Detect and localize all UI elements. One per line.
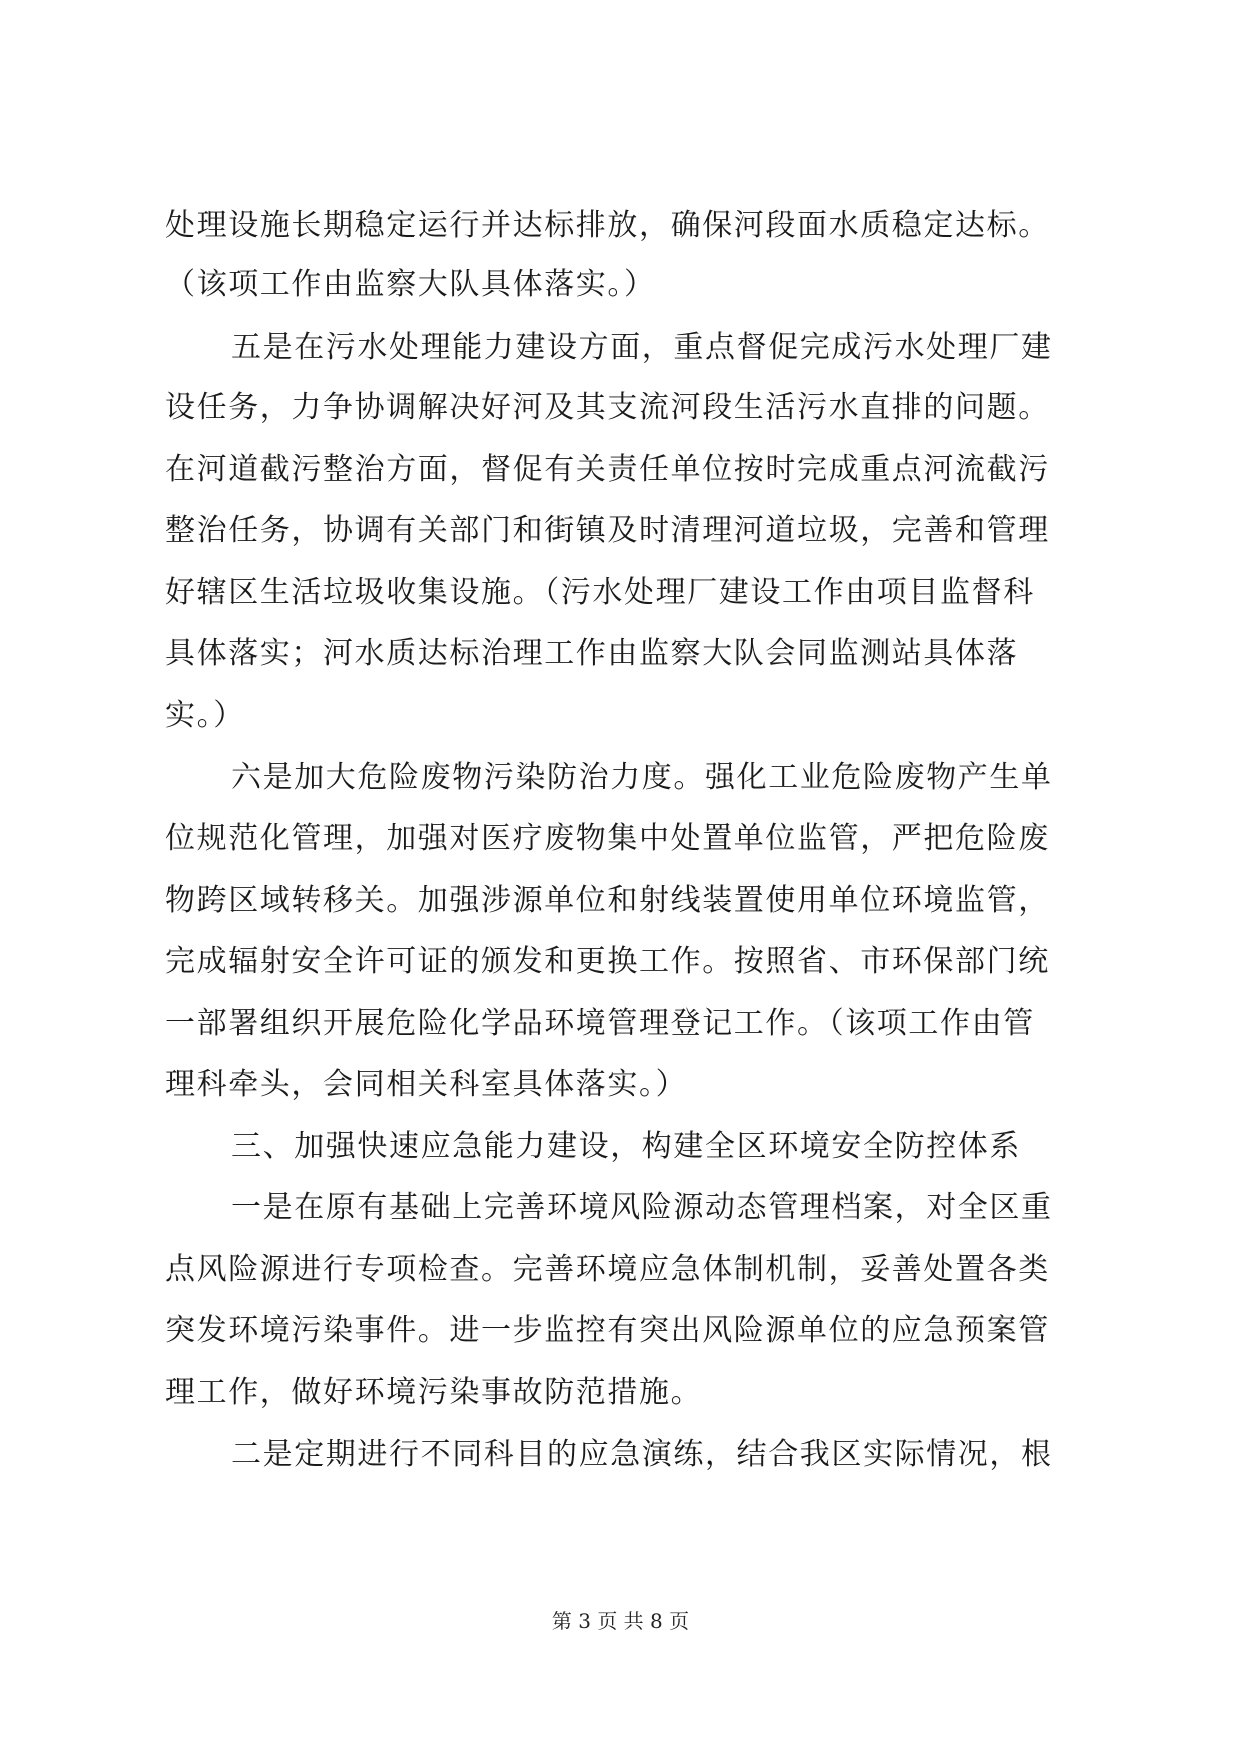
body-line: 处理设施长期稳定运行并达标排放，确保河段面水质稳定达标。: [165, 208, 1050, 243]
body-line: 设任务，力争协调解决好河及其支流河段生活污水直排的问题。: [165, 390, 1050, 425]
body-line: 具体落实；河水质达标治理工作由监察大队会同监测站具体落: [165, 636, 1019, 671]
paragraph-start-line: 二是定期进行不同科目的应急演练，结合我区实际情况，根: [231, 1437, 1053, 1472]
paragraph-start-line: 六是加大危险废物污染防治力度。强化工业危险废物产生单: [231, 760, 1053, 795]
body-line: 突发环境污染事件。进一步监控有突出风险源单位的应急预案管: [165, 1313, 1050, 1348]
paragraph-start-line: 一是在原有基础上完善环境风险源动态管理档案，对全区重: [231, 1190, 1053, 1225]
body-line: 好辖区生活垃圾收集设施。（污水处理厂建设工作由项目监督科: [165, 575, 1035, 610]
paragraph-start-line: 五是在污水处理能力建设方面，重点督促完成污水处理厂建: [231, 330, 1053, 365]
page-number-footer: 第 3 页 共 8 页: [551, 1609, 690, 1633]
body-line: 理工作，做好环境污染事故防范措施。: [165, 1375, 703, 1410]
body-line: 物跨区域转移关。加强涉源单位和射线装置使用单位环境监管，: [165, 883, 1050, 918]
body-line: 实。）: [165, 698, 245, 733]
body-line: （该项工作由监察大队具体落实。）: [165, 267, 656, 302]
body-line: 位规范化管理，加强对医疗废物集中处置单位监管，严把危险废: [165, 821, 1050, 856]
body-line: 理科牵头，会同相关科室具体落实。）: [165, 1067, 688, 1102]
body-line: 一部署组织开展危险化学品环境管理登记工作。（该项工作由管: [165, 1006, 1035, 1041]
body-line: 完成辐射安全许可证的颁发和更换工作。按照省、市环保部门统: [165, 944, 1050, 979]
body-line: 点风险源进行专项检查。完善环境应急体制机制，妥善处置各类: [165, 1252, 1050, 1287]
body-line: 整治任务，协调有关部门和街镇及时清理河道垃圾，完善和管理: [165, 513, 1050, 548]
section-heading: 三、加强快速应急能力建设，构建全区环境安全防控体系: [231, 1129, 1021, 1164]
body-line: 在河道截污整治方面，督促有关责任单位按时完成重点河流截污: [165, 452, 1050, 487]
